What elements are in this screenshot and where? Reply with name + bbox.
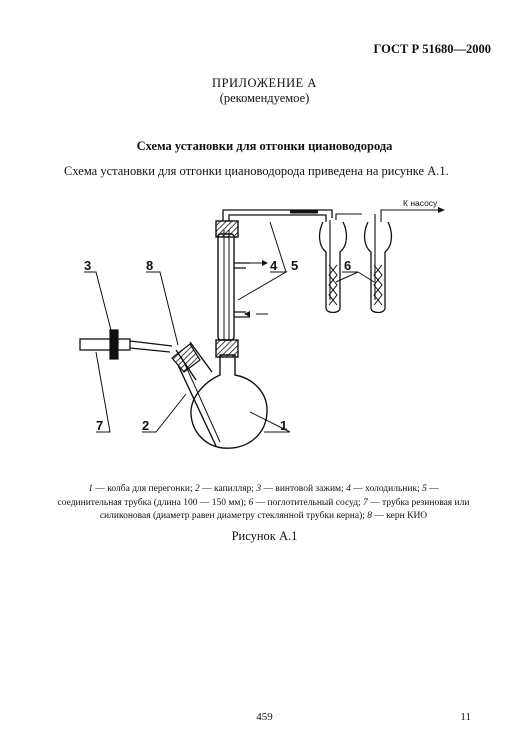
legend-text: — поглотительный сосуд; (253, 497, 364, 508)
legend-text: — холодильник; (350, 484, 423, 494)
legend-text: — соединительная трубка (длина 100 — 150 мм); (57, 484, 439, 508)
legend-num: 8 (367, 511, 373, 521)
apparatus-diagram (0, 190, 529, 480)
flask-stopper (216, 340, 238, 357)
legend-num: 4 (346, 484, 351, 494)
absorption-vessel-right (365, 210, 396, 313)
kern-stopper (172, 344, 200, 372)
section-heading: Схема установки для отгонки циановодорода (136, 139, 393, 153)
legend-text: — винтовой зажим; (261, 484, 347, 494)
appendix-status: (рекомендуемое) (219, 91, 310, 105)
legend-num: 7 (363, 497, 368, 508)
rubber-tube (80, 339, 130, 350)
callout-1: 1 (280, 418, 288, 433)
legend-text: — капилляр; (199, 484, 257, 494)
callout-5: 5 (291, 258, 299, 273)
pump-label: К насосу (403, 198, 438, 208)
intro-paragraph: Схема установки для отгонки циановодорода приведена на рисунке А.1. (64, 164, 449, 178)
legend-num: 2 (195, 484, 200, 494)
callout-2: 2 (142, 418, 150, 433)
figure-caption: Рисунок А.1 (231, 529, 298, 543)
document-code: ГОСТ Р 51680—2000 (373, 42, 491, 56)
callout-6: 6 (344, 258, 352, 273)
capillary (178, 365, 216, 446)
callout-8: 8 (146, 258, 154, 273)
appendix-title: ПРИЛОЖЕНИЕ А (212, 76, 317, 90)
absorption-vessel-left (320, 214, 362, 313)
legend-text: — трубка резиновая или силиконовая (диаметр равен диаметру стеклянной трубки керна); (99, 497, 470, 521)
sheet-number: 11 (460, 711, 471, 723)
legend-num: 6 (248, 497, 254, 508)
legend-num: 5 (422, 484, 427, 494)
condenser-jacket (218, 234, 234, 340)
callout-3: 3 (84, 258, 92, 273)
legend-num: 3 (256, 484, 262, 494)
page-number: 459 (256, 711, 273, 723)
figure-legend (56, 483, 471, 524)
legend-text: — керн КИО (372, 511, 428, 521)
condenser-stopper (216, 221, 238, 237)
screw-clamp (110, 330, 118, 359)
legend-num: 1 (88, 484, 94, 494)
callout-4: 4 (270, 258, 278, 273)
callout-7: 7 (96, 418, 104, 433)
legend-text: — колба для перегонки; (93, 484, 195, 494)
